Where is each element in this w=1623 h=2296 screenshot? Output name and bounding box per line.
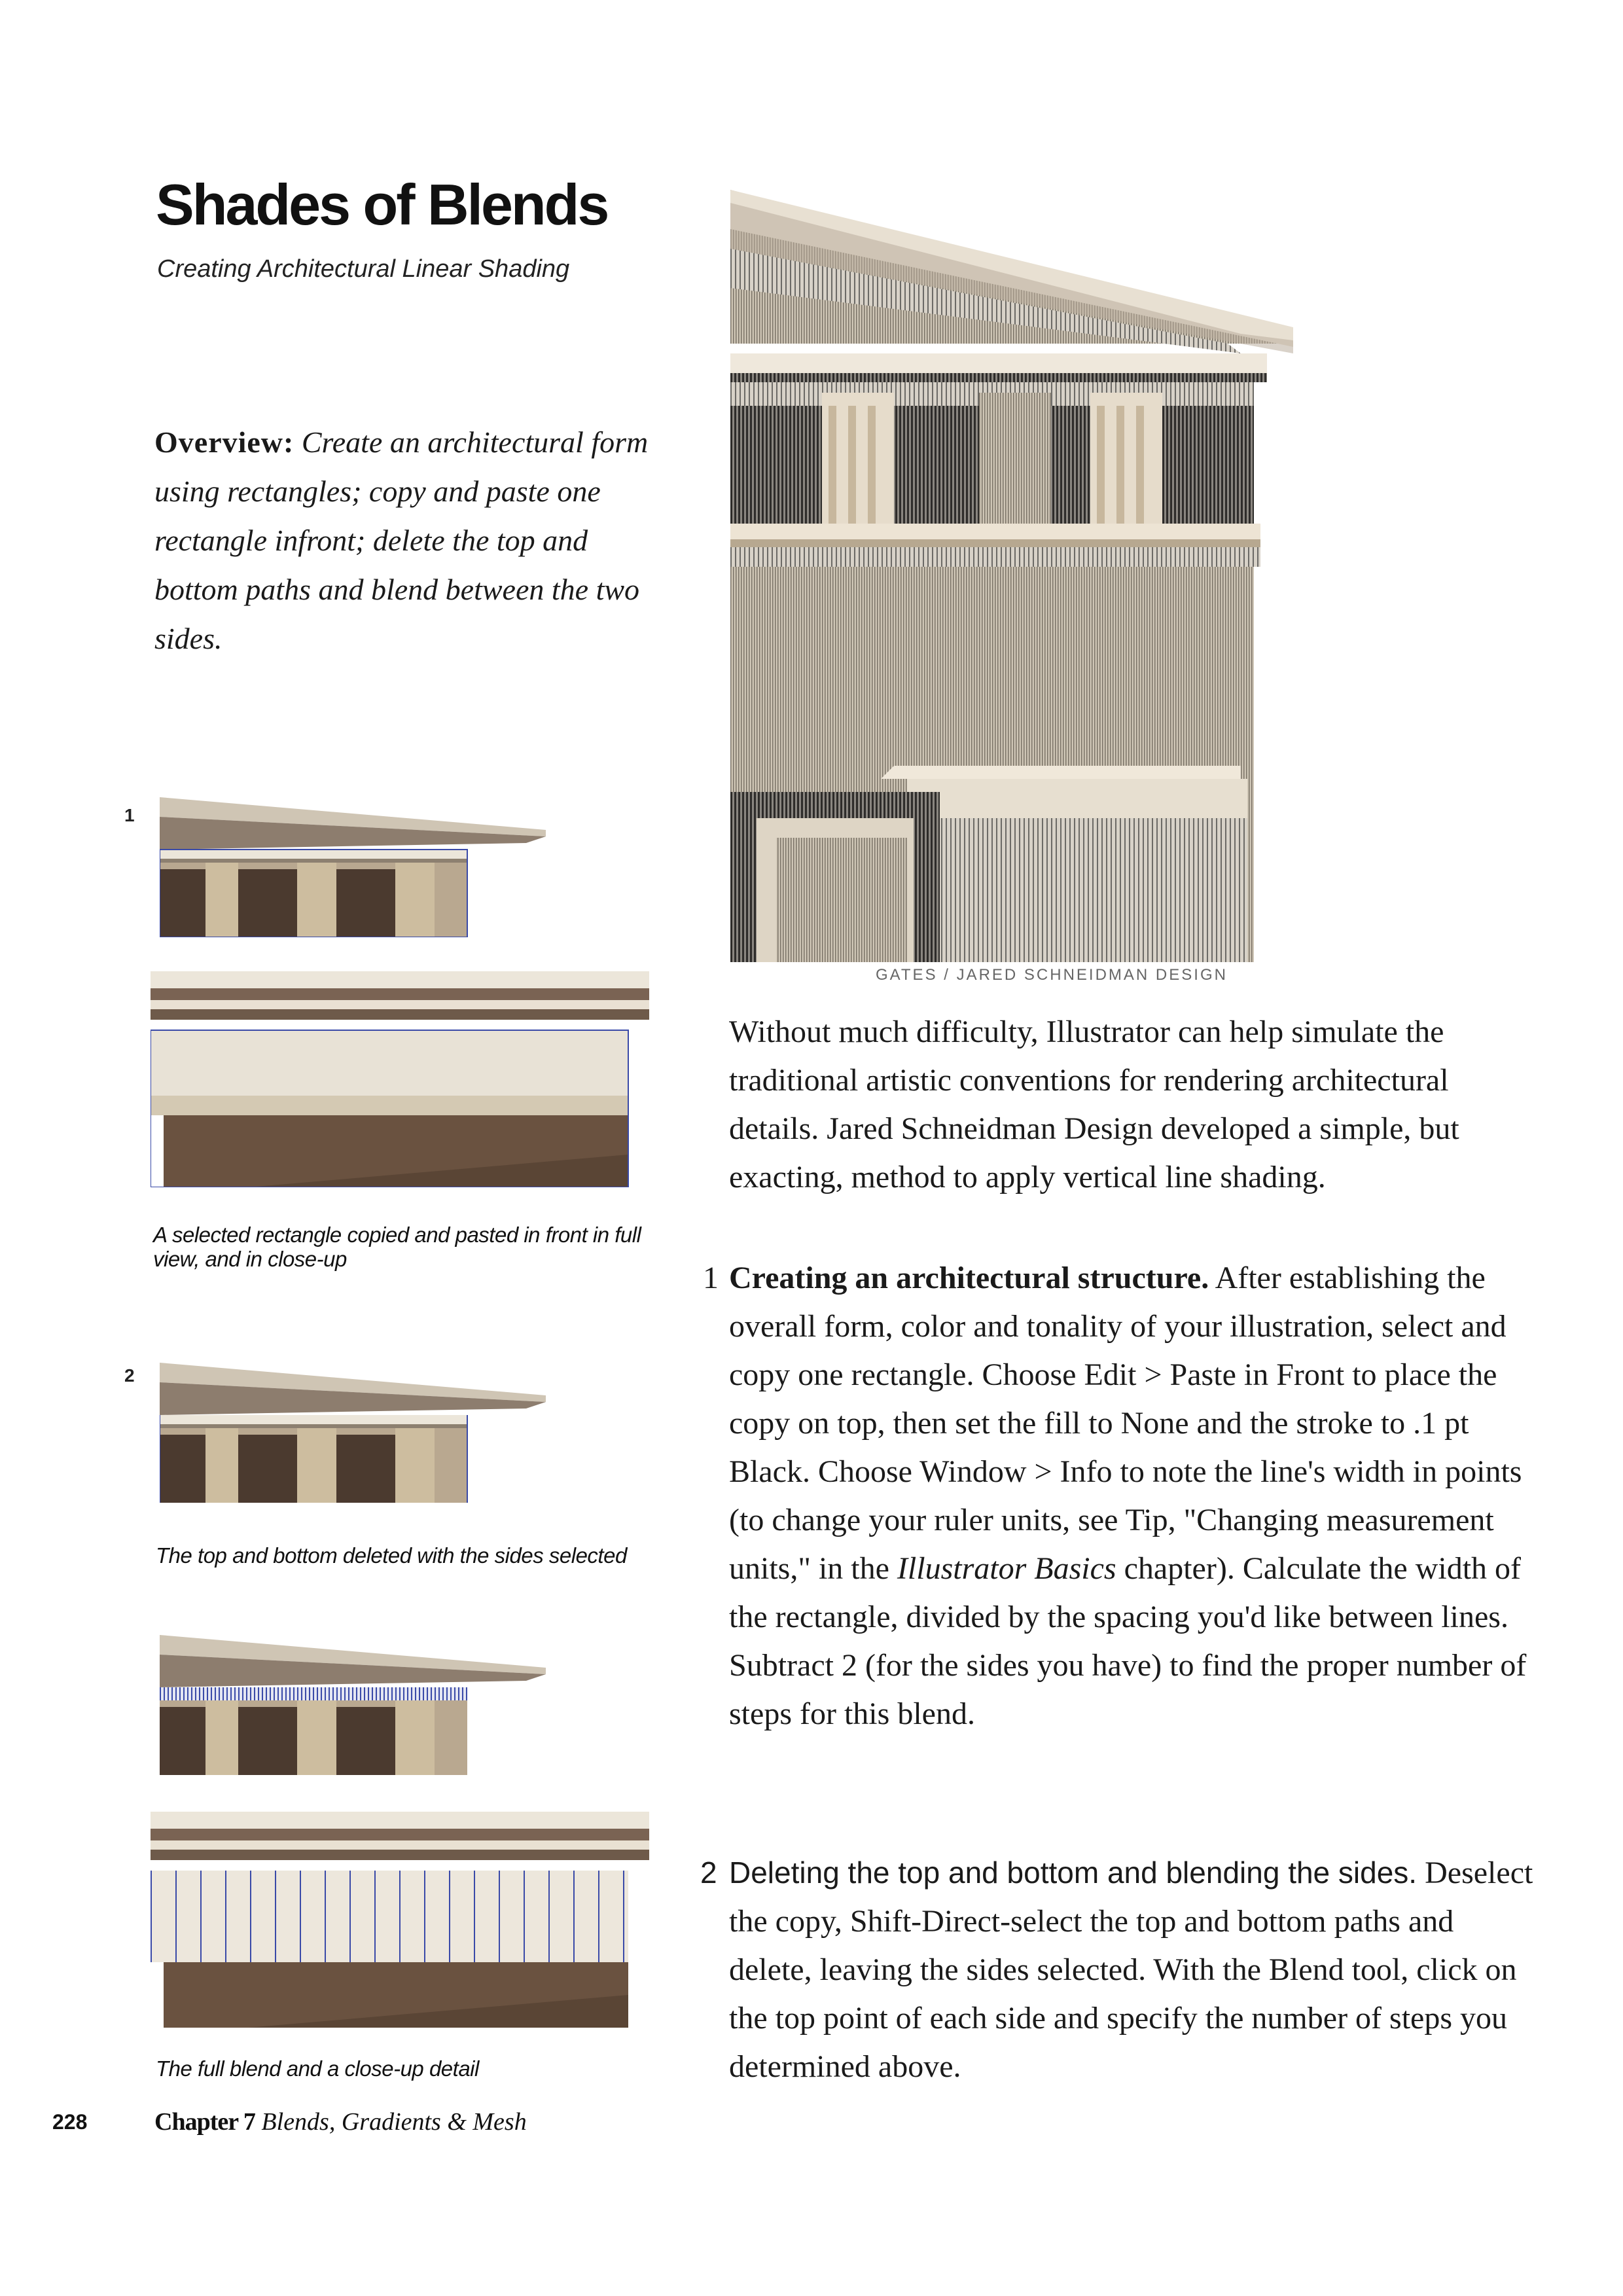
figure-1-thumb <box>160 797 546 937</box>
figure-2-thumb <box>160 1363 546 1503</box>
step-1-number: 1 <box>703 1261 719 1295</box>
main-illustration <box>730 190 1293 962</box>
step-1-title: Creating an architectural structure. <box>729 1261 1209 1295</box>
intro-paragraph: Without much difficulty, Illustrator can help simulate the traditional artistic conventions for rendering architectural details. Jared Schneidman Design developed a simple, but exacting, method to apply vertical line shading. <box>729 1014 1459 1194</box>
overview <box>154 418 671 663</box>
figure-1-caption: A selected rectangle copied and pasted in front in full view, and in close-up <box>153 1223 641 1271</box>
page-title: Shades of Blends <box>156 172 608 237</box>
step-1-italic: Illustrator Basics <box>897 1551 1116 1586</box>
chapter-label: Chapter 7 <box>154 2108 255 2136</box>
step-2-number: 2 <box>700 1856 717 1890</box>
figure-3-closeup <box>151 1812 649 2028</box>
figure-1-closeup <box>151 971 649 1187</box>
page-subtitle: Creating Architectural Linear Shading <box>157 255 570 283</box>
figure-2-caption: The top and bottom deleted with the sides selected <box>156 1543 627 1568</box>
step-1 <box>703 1254 1541 1738</box>
step-2-body: Deselect the copy, Shift-Direct-select the top and bottom paths and delete, leaving the sides selected. With the Blend tool, click on the top point of each side and specify the number of steps you determined above. <box>729 1856 1533 2084</box>
overview-label: Overview: <box>154 425 294 459</box>
figure-3-caption: The full blend and a close-up detail <box>156 2056 479 2081</box>
step-2 <box>700 1848 1541 2091</box>
step-1-body: After establishing the overall form, color and tonality of your illustration, select and copy one rectangle. Choose Edit > Paste in Front to place the copy on top, then set the fill to None and the stroke to .1 pt Black. Choose Window > Info to note the line's width in points (to change your ruler units, see Tip, "Changing measurement units," in the <box>729 1261 1522 1586</box>
photo-credit: GATES / JARED SCHNEIDMAN DESIGN <box>876 966 1228 984</box>
figure-2-number: 2 <box>124 1365 135 1386</box>
overview-text: Create an architectural form using rectangles; copy and paste one rectangle infront; delete the top and bottom paths and blend between the two sides. <box>154 425 649 655</box>
chapter-title: Blends, Gradients & Mesh <box>261 2108 527 2136</box>
step-2-title: Deleting the top and bottom and blending the sides. <box>729 1856 1418 1890</box>
chapter-footer <box>154 2108 527 2136</box>
step-1-body-cont: chapter). Calculate the width of the rectangle, divided by the spacing you'd like between lines. Subtract 2 (for the sides you have) to find the proper number of steps for this blend. <box>729 1551 1527 1731</box>
figure-1-number: 1 <box>124 805 135 825</box>
figure-3-thumb <box>160 1635 546 1775</box>
page-number: 228 <box>52 2110 88 2134</box>
